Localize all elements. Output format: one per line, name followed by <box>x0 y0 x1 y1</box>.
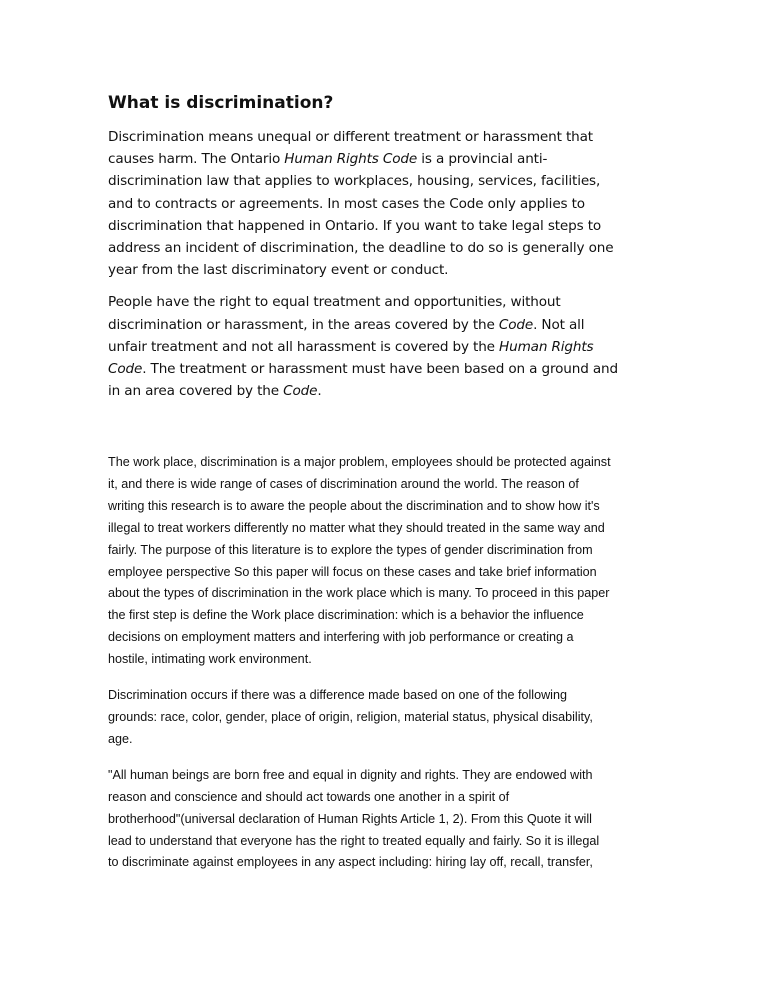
text-line: reason and conscience and should act towards one another in a spirit of <box>108 789 510 804</box>
text-line: illegal to treat workers differently no matter what they should treated in the same way and <box>108 520 605 535</box>
text-line: unfair treatment and not all harassment is covered by the Human Rights <box>108 338 594 355</box>
italic-text: Code <box>498 316 534 333</box>
text-line: writing this research is to aware the people about the discrimination and to show how it's <box>108 498 600 513</box>
text-line: lead to understand that everyone has the right to treated equally and fairly. So it is illegal <box>108 833 600 848</box>
text-line: causes harm. The Ontario Human Rights Code is a provincial anti- <box>108 151 548 168</box>
text-line: The work place, discrimination is a major problem, employees should be protected against <box>108 455 611 469</box>
text-line: brotherhood"(universal declaration of Human Rights Article 1, 2). From this Quote it will <box>108 811 592 826</box>
body-paragraph <box>108 685 664 751</box>
text-line: hostile, intimating work environment. <box>108 652 312 667</box>
body-paragraph <box>108 765 664 875</box>
italic-text: Code <box>283 383 318 400</box>
body-section <box>108 452 664 888</box>
italic-text: Human Rights <box>499 338 594 355</box>
intro-paragraph <box>108 126 648 281</box>
text-line: age. <box>108 731 133 746</box>
body-paragraph <box>108 452 664 671</box>
text-line: discrimination law that applies to workplaces, housing, services, facilities, <box>108 173 601 190</box>
text-line: to discriminate against employees in any aspect including: hiring lay off, recall, transfer, <box>108 855 593 870</box>
text-line: "All human beings are born free and equal in dignity and rights. They are endowed with <box>108 767 593 782</box>
intro-paragraph <box>108 291 648 402</box>
text-line: and to contracts or agreements. In most cases the Code only applies to <box>108 195 585 212</box>
text-line: discrimination or harassment, in the areas covered by the Code. Not all <box>108 316 585 333</box>
text-line: the first step is define the Work place discrimination: which is a behavior the influence <box>108 608 584 623</box>
text-line: in an area covered by the Code. <box>108 383 322 400</box>
text-line: Discrimination occurs if there was a difference made based on one of the following <box>108 688 567 703</box>
text-line: about the types of discrimination in the work place which is many. To proceed in this paper <box>108 586 610 601</box>
italic-text: Code <box>108 361 143 378</box>
text-line: grounds: race, color, gender, place of origin, religion, material status, physical disability, <box>108 709 593 724</box>
top-section <box>108 92 648 412</box>
text-line: Code. The treatment or harassment must have been based on a ground and <box>108 361 619 378</box>
text-line: People have the right to equal treatment and opportunities, without <box>108 294 561 311</box>
text-line: discrimination that happened in Ontario. If you want to take legal steps to <box>108 217 602 234</box>
italic-text: Human Rights Code <box>284 151 418 168</box>
text-line: decisions on employment matters and interfering with job performance or creating a <box>108 630 574 645</box>
text-line: it, and there is wide range of cases of discrimination around the world. The reason of <box>108 476 579 491</box>
text-line: employee perspective So this paper will focus on these cases and take brief information <box>108 564 597 579</box>
text-line: fairly. The purpose of this literature is to explore the types of gender discrimination from <box>108 542 593 557</box>
page-title: What is discrimination? <box>108 93 334 113</box>
text-line: Discrimination means unequal or different treatment or harassment that <box>108 129 593 145</box>
text-line: year from the last discriminatory event or conduct. <box>108 262 449 279</box>
text-line: address an incident of discrimination, the deadline to do so is generally one <box>108 240 614 257</box>
